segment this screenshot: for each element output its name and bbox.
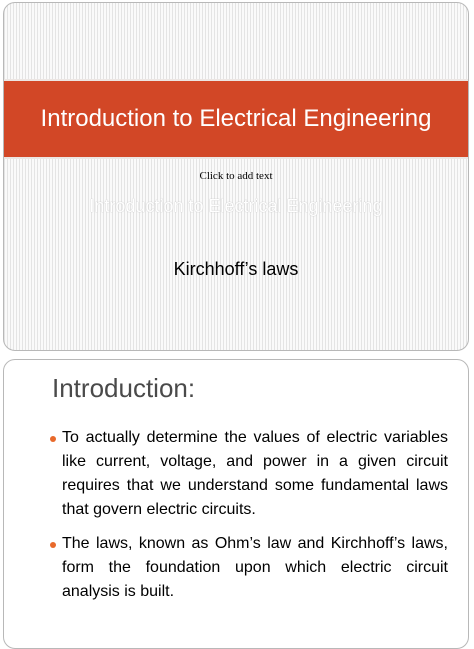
bullet-item bbox=[50, 426, 448, 522]
bullet-icon bbox=[50, 542, 56, 548]
title-slide bbox=[3, 2, 469, 351]
slide-subtitle: Kirchhoff’s laws bbox=[173, 259, 299, 279]
faded-title-text: Introduction to Electrical Engineering bbox=[89, 196, 383, 216]
bullet-list bbox=[50, 426, 448, 614]
add-text-placeholder[interactable]: Click to add text bbox=[199, 170, 273, 182]
bullet-text: To actually determine the values of electric variables like current, voltage, and power in a given circuit requires that we understand some fundamental laws that govern electric circuits. bbox=[62, 429, 448, 518]
bullet-text: The laws, known as Ohm’s law and Kirchhoff’s laws, form the foundation upon which electric circuit analysis is built. bbox=[62, 535, 448, 600]
bullet-icon bbox=[50, 436, 56, 442]
slide-heading: Introduction: bbox=[52, 373, 196, 403]
slide-title: Introduction to Electrical Engineering bbox=[4, 79, 468, 159]
bullet-item bbox=[50, 532, 448, 604]
content-slide bbox=[3, 359, 469, 649]
